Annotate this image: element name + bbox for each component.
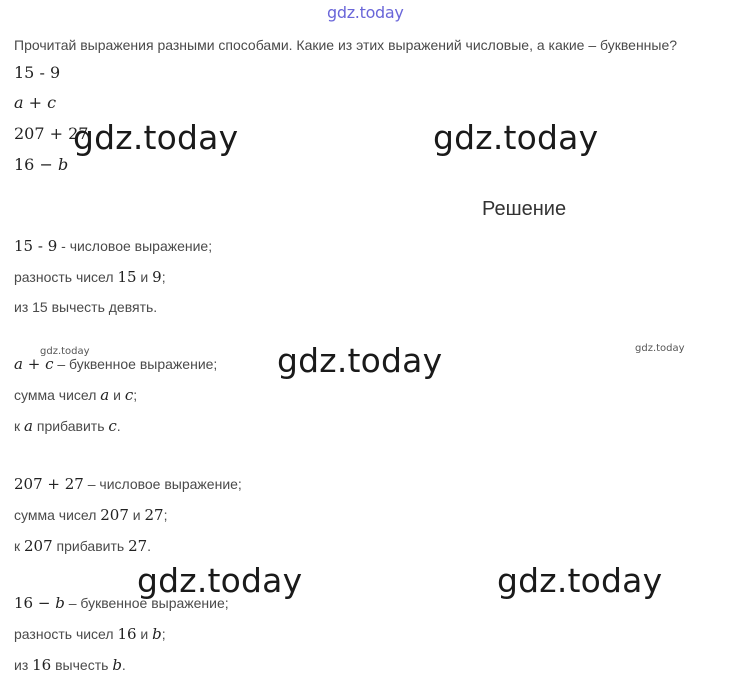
solution-2-l2-pre: сумма чисел [14, 387, 101, 403]
solution-4-l2-post: ; [161, 626, 166, 642]
solution-4-expr-a: 16 [14, 594, 34, 612]
expr-1-b: 9 [49, 63, 61, 82]
solution-2-l2-b: c [124, 386, 134, 404]
solution-2-l3-b: c [108, 417, 117, 435]
solution-1-expr: 15 - 9 [14, 237, 58, 255]
solution-2-l2-mid: и [109, 387, 125, 403]
expr-4-op: − [34, 155, 58, 174]
solution-3-line-3 [14, 537, 151, 555]
expr-2-op: + [23, 93, 48, 112]
solution-4-l3-b: b [112, 656, 122, 674]
solution-2-line-2 [14, 386, 137, 404]
solution-3-l3-mid: прибавить [52, 538, 129, 554]
solution-2-expr-a: a [14, 355, 23, 373]
solution-4-line-3 [14, 656, 126, 674]
solution-1-l2-post: ; [161, 269, 166, 285]
solution-3-l2-pre: сумма чисел [14, 507, 101, 523]
solution-2-expr-op: + [22, 355, 46, 373]
solution-3-line-2 [14, 506, 168, 524]
solution-3-l2-post: ; [163, 507, 168, 523]
expression-4 [14, 155, 68, 174]
solution-3-type: – числовое выражение; [83, 476, 242, 492]
solution-heading: Решение [482, 198, 567, 220]
solution-4-l3-post: . [121, 657, 126, 673]
solution-3-l3-b: 27 [128, 537, 148, 555]
solution-3-l3-a: 207 [24, 537, 53, 555]
watermark-small-1: gdz.today [40, 346, 90, 357]
solution-4-l3-pre: из [14, 657, 33, 673]
watermark-2: gdz.today [433, 118, 599, 157]
expr-1-a: 15 [14, 63, 35, 82]
solution-2-line-1 [14, 355, 217, 373]
solution-1-line-2 [14, 268, 166, 286]
solution-4-l3-a: 16 [32, 656, 52, 674]
expression-2 [14, 93, 56, 112]
watermark-small-2: gdz.today [635, 343, 685, 354]
solution-3-l3-post: . [147, 538, 152, 554]
solution-1-l2-b: 9 [152, 268, 162, 286]
expr-4-a: 16 [14, 155, 35, 174]
solution-2-l3-a: a [24, 417, 33, 435]
solution-3-l2-a: 207 [100, 506, 129, 524]
solution-2-line-3 [14, 417, 121, 435]
solution-2-type: – буквенное выражение; [53, 356, 218, 372]
expr-1-op: - [34, 63, 50, 82]
solution-1-l3: из 15 вычесть девять. [14, 299, 158, 315]
solution-2-l2-a: a [100, 386, 110, 404]
solution-4-type: – буквенное выражение; [64, 595, 229, 611]
solution-3-l2-mid: и [128, 507, 145, 523]
expr-3: 207 + 27 [14, 124, 89, 143]
expression-1 [14, 63, 60, 82]
question-text: Прочитай выражения разными способами. Какие из этих выражений числовые, а какие – буквенные? [14, 37, 678, 53]
solution-4-line-2 [14, 625, 166, 643]
solution-1-line-1 [14, 237, 212, 255]
solution-1-type: - числовое выражение; [57, 238, 213, 254]
solution-1-l2-mid: и [136, 269, 153, 285]
solution-2-l3-post: . [116, 418, 121, 434]
solution-2-l3-pre: к [14, 418, 25, 434]
solution-1-l2-pre: разность чисел [14, 269, 118, 285]
expr-2-b: c [47, 93, 57, 112]
solution-4-l2-a: 16 [117, 625, 137, 643]
watermark-1: gdz.today [73, 118, 239, 157]
solution-3-line-1 [14, 475, 242, 493]
solution-4-l2-mid: и [136, 626, 153, 642]
solution-4-expr-op: − [33, 594, 56, 612]
solution-3-l2-b: 27 [144, 506, 164, 524]
expr-4-b: b [57, 155, 69, 174]
solution-4-l3-mid: вычесть [51, 657, 113, 673]
watermark-3: gdz.today [277, 341, 443, 380]
solution-2-l2-post: ; [133, 387, 138, 403]
solution-4-l2-pre: разность чисел [14, 626, 118, 642]
watermark-top: gdz.today [327, 3, 404, 22]
solution-3-l3-pre: к [14, 538, 25, 554]
solution-4-expr-b: b [55, 594, 65, 612]
solution-1-line-3 [14, 299, 157, 315]
solution-4-l2-b: b [152, 625, 162, 643]
solution-2-l3-mid: прибавить [32, 418, 109, 434]
solution-4-line-1 [14, 594, 229, 612]
solution-3-expr: 207 + 27 [14, 475, 84, 493]
solution-1-l2-a: 15 [117, 268, 137, 286]
expr-2-a: a [14, 93, 24, 112]
watermark-5: gdz.today [497, 561, 663, 600]
solution-2-expr-b: c [45, 355, 54, 373]
watermark-4: gdz.today [137, 561, 303, 600]
